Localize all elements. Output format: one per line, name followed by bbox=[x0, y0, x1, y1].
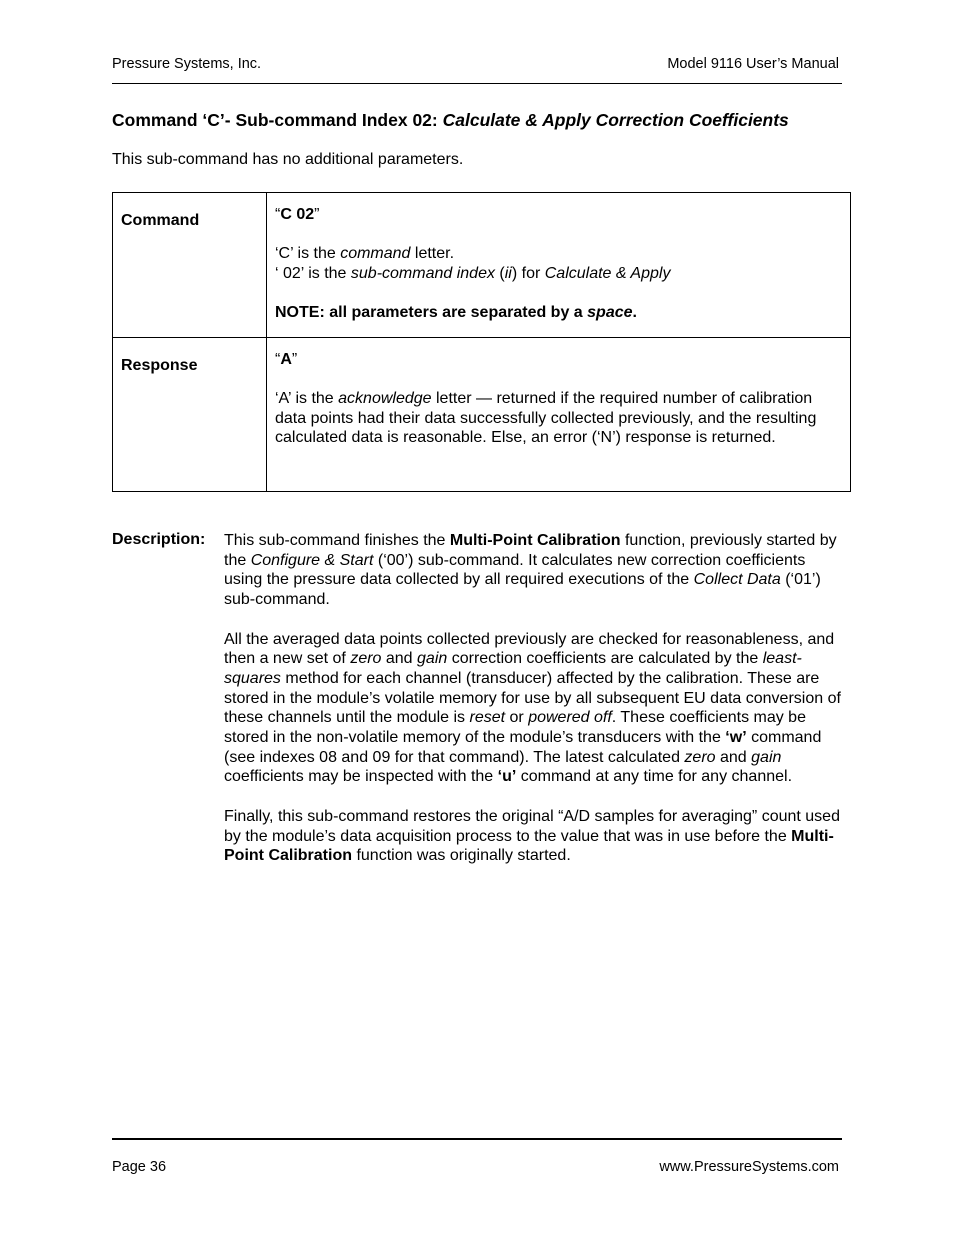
command-code-line: “C 02” bbox=[275, 206, 320, 223]
command-value bbox=[267, 193, 851, 338]
description-paragraph-2: All the averaged data points collected previously are checked for reasonableness, and then a new set of zero and gain correction coefficients are calculated by the least-squares method for each channel (transducer) affected by the calibration. These are stored in the module’s volatile memory for use by all subsequent EU data conversion of these channels until the module is reset or powered off. These coefficients may be stored in the non-volatile memory of the module’s transducers with the ‘w’ command (see indexes 08 and 09 for that command). The latest calculated zero and gain coefficients may be inspected with the ‘u’ command at any time for any channel. bbox=[224, 630, 841, 786]
command-letter-line: ‘C’ is the command letter. bbox=[275, 245, 455, 263]
response-label: Response bbox=[113, 338, 267, 492]
section-title-emphasis: Calculate & Apply Correction Coefficients bbox=[442, 110, 789, 130]
response-description: ‘A’ is the acknowledge letter — returned if the required number of calibration data points had their data successfully collected previously, and the resulting calculated data is reasonable. Else, an error (‘N’) response is returned. bbox=[275, 390, 817, 447]
command-table bbox=[112, 192, 851, 492]
response-value bbox=[267, 338, 851, 492]
command-label: Command bbox=[113, 193, 267, 338]
response-code-line: “A” bbox=[275, 351, 298, 368]
website-link[interactable]: www.PressureSystems.com bbox=[659, 1159, 839, 1175]
description-paragraph-1: This sub-command finishes the Multi-Point Calibration function, previously started by the Configure & Start (‘00’) sub-command. It calculates new correction coefficients using the pressure data collected by all required executions of the Collect Data (‘01’) sub-command. bbox=[224, 532, 837, 609]
response-row bbox=[113, 338, 851, 492]
section-title bbox=[112, 110, 789, 131]
header-company: Pressure Systems, Inc. bbox=[112, 56, 262, 72]
header-rule bbox=[112, 83, 842, 84]
command-row bbox=[113, 193, 851, 338]
description-paragraph-3: Finally, this sub-command restores the original “A/D samples for averaging” count used by the module’s data acquisition process to the value that was in use before the Multi-Point Calibration function was originally started. bbox=[224, 807, 840, 865]
footer-rule bbox=[112, 1138, 842, 1140]
intro-text: This sub-command has no additional parameters. bbox=[112, 151, 464, 168]
command-note: NOTE: all parameters are separated by a space. bbox=[275, 303, 637, 321]
command-code: C 02 bbox=[280, 206, 315, 223]
response-code: A bbox=[280, 351, 292, 368]
page-number: Page 36 bbox=[112, 1159, 167, 1175]
description-label: Description: bbox=[112, 531, 206, 548]
command-index-line: ‘ 02’ is the sub-command index (ii) for Calculate & Apply bbox=[275, 264, 671, 282]
description-body bbox=[224, 531, 844, 886]
header-manual-title: Model 9116 User’s Manual bbox=[667, 56, 839, 72]
section-title-prefix: Command ‘C’- Sub-command Index 02: bbox=[112, 110, 443, 130]
